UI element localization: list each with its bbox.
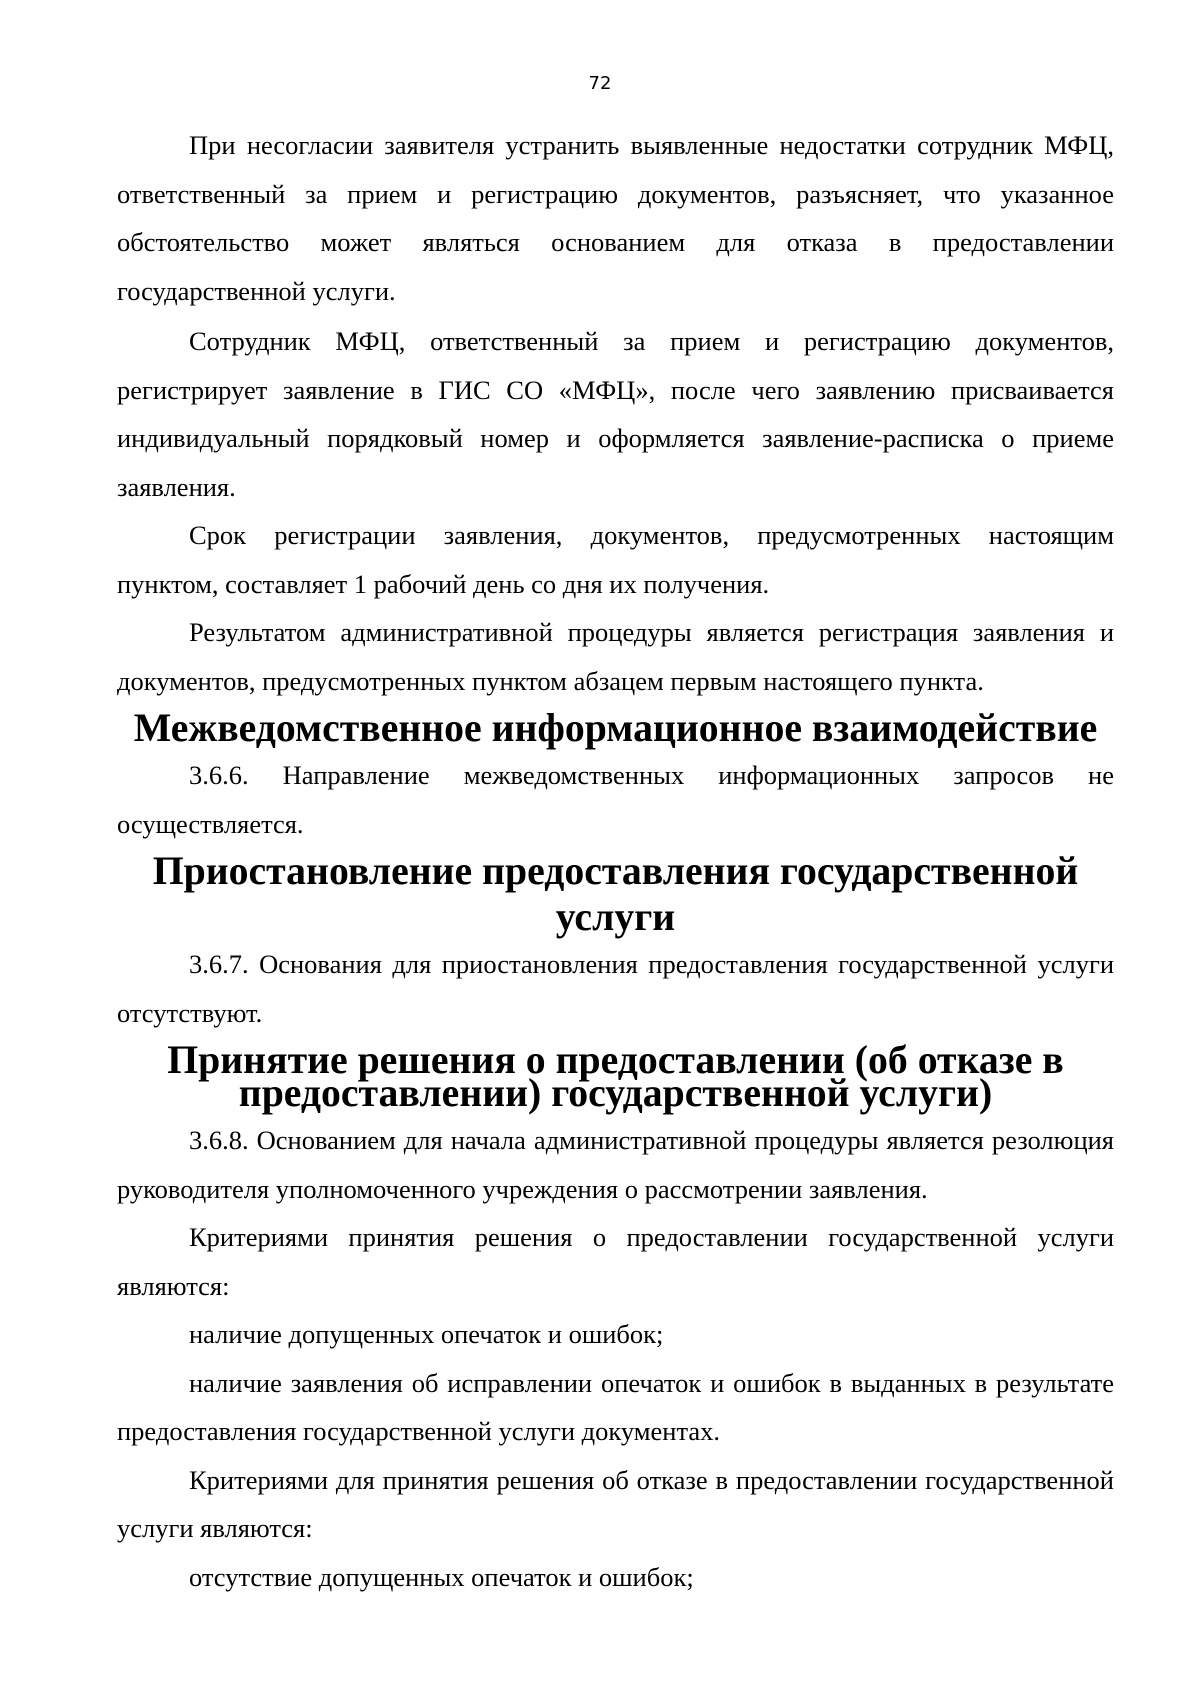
page-number: 72 [588,73,612,94]
paragraph: наличие заявления об исправлении опечаток и ошибок в выданных в результате предоставления государственной услуги документах. [117,1367,1114,1446]
section-heading: Приостановление предоставления государственной услуги [152,849,1079,939]
paragraph: 3.6.6. Направление межведомственных информационных запросов не осуществляется. [117,760,1114,839]
section-heading: Межведомственное информационное взаимодействие [133,706,1098,750]
paragraph: наличие допущенных опечаток и ошибок; [189,1319,664,1349]
paragraph: Критериями принятия решения о предоставлении государственной услуги являются: [117,1222,1114,1301]
paragraph: Срок регистрации заявления, документов, предусмотренных настоящим пунктом, составляет 1 рабочий день со дня их получения. [117,520,1114,599]
paragraph: Критериями для принятия решения об отказе в предоставлении государственной услуги являются: [117,1464,1114,1543]
document-body [117,121,1114,1601]
paragraph: 3.6.8. Основанием для начала административной процедуры является резолюция руководителя уполномоченного учреждения о рассмотрении заявления. [117,1125,1114,1204]
paragraph: При несогласии заявителя устранить выявленные недостатки сотрудник МФЦ, ответственный за прием и регистрацию документов, разъясняет, что указанное обстоятельство может являться основанием для отказа в предоставлении государственной услуги. [117,130,1114,306]
paragraph: Результатом административной процедуры является регистрация заявления и документов, предусмотренных пунктом абзацем первым настоящего пункта. [117,617,1114,696]
paragraph: 3.6.7. Основания для приостановления предоставления государственной услуги отсутствуют. [117,949,1114,1028]
paragraph: отсутствие допущенных опечаток и ошибок; [189,1561,694,1592]
paragraph: Сотрудник МФЦ, ответственный за прием и регистрацию документов, регистрирует заявление в ГИС СО «МФЦ», после чего заявлению присваивается индивидуальный порядковый номер и оформляется заявление-расписка о приеме заявления. [117,326,1114,502]
section-heading: Принятие решения о предоставлении (об отказе в предоставлении) государственной услуги) [167,1038,1064,1115]
